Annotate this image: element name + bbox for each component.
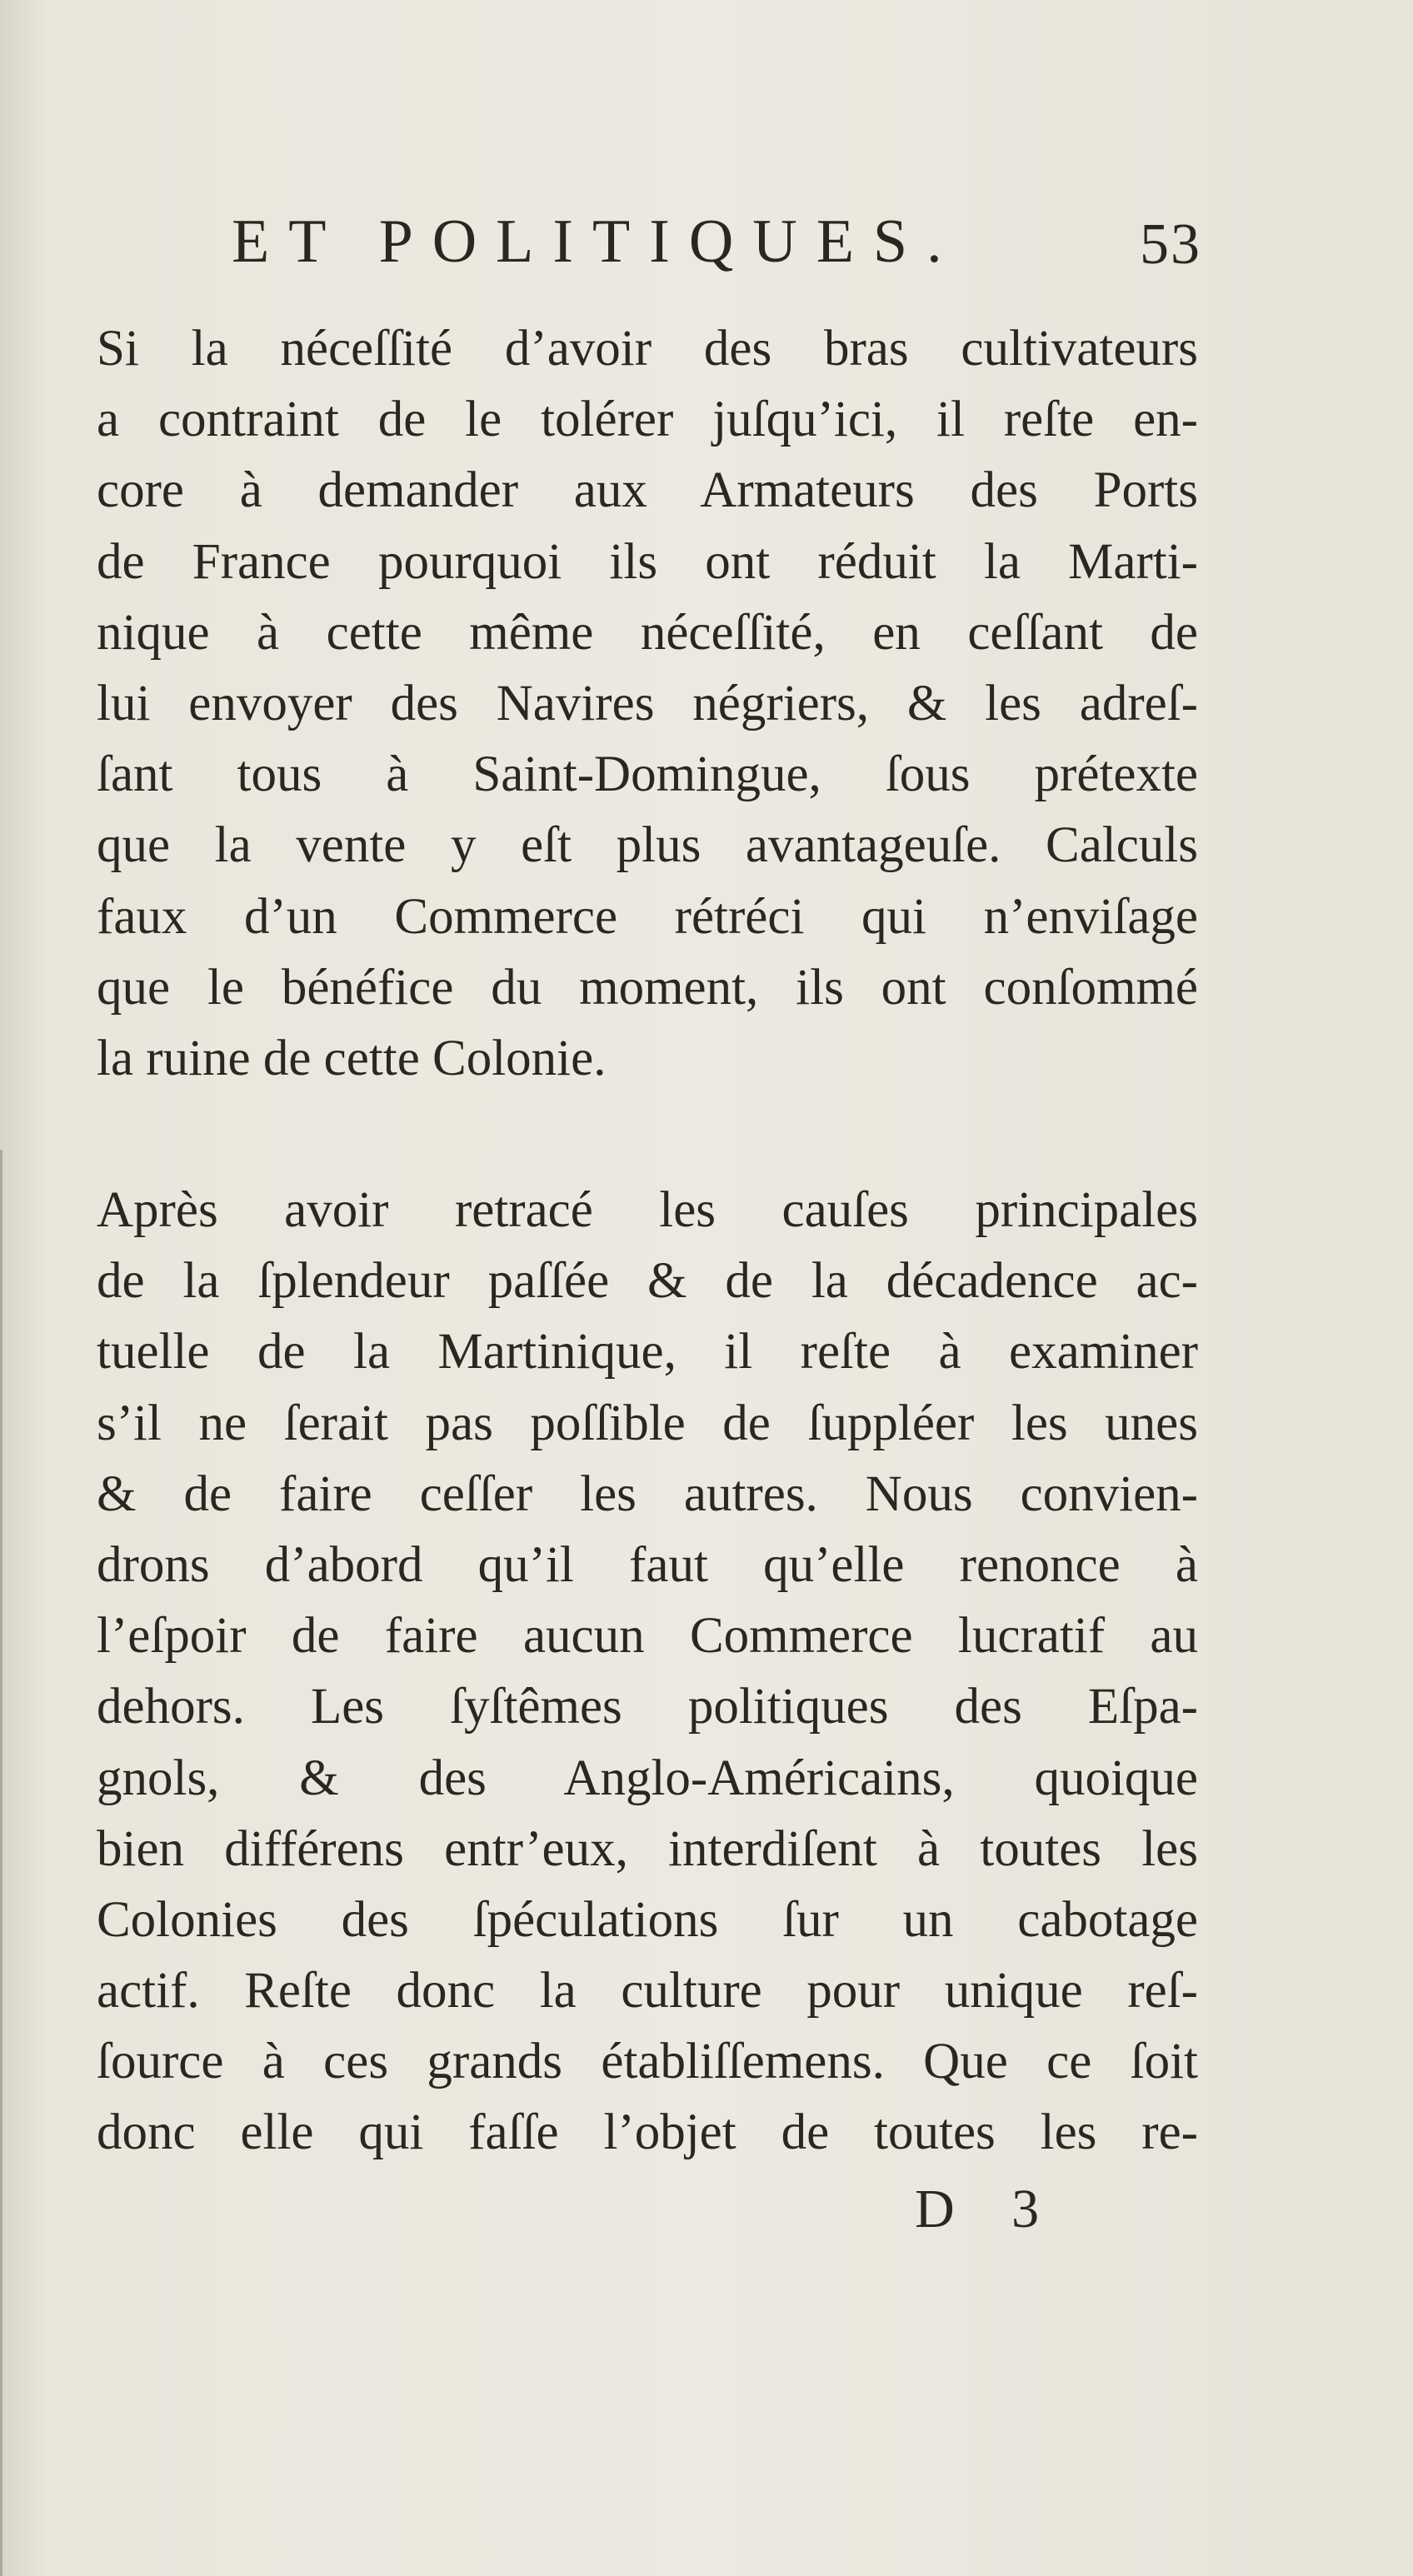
text-line: Après avoir retracé les cauſes principales bbox=[97, 1182, 1198, 1238]
paragraph-2 bbox=[97, 1175, 1198, 2169]
text-line: Si la néceſſité d’avoir des bras cultivateurs bbox=[97, 321, 1198, 377]
page-header bbox=[232, 207, 1215, 282]
text-line: lui envoyer des Navires négriers, & les adreſ- bbox=[97, 675, 1198, 731]
text-line: que la vente y eſt plus avantageuſe. Calculs bbox=[97, 817, 1198, 874]
text-line: & de faire ceſſer les autres. Nous convien- bbox=[97, 1465, 1198, 1522]
text-line: ſant tous à Saint-Domingue, ſous prétexte bbox=[97, 746, 1198, 803]
text-line: core à demander aux Armateurs des Ports bbox=[97, 462, 1198, 519]
text-line: bien différens entr’eux, interdiſent à toutes les bbox=[97, 1820, 1198, 1877]
text-line: de France pourquoi ils ont réduit la Marti- bbox=[97, 533, 1198, 590]
text-line: Colonies des ſpéculations ſur un cabotage bbox=[97, 1891, 1198, 1948]
text-line: actif. Reſte donc la culture pour unique reſ- bbox=[97, 1963, 1198, 2019]
text-line: donc elle qui faſſe l’objet de toutes les re- bbox=[97, 2104, 1198, 2161]
text-line: la ruine de cette Colonie. bbox=[97, 1030, 607, 1086]
text-line: de la ſplendeur paſſée & de la décadence ac- bbox=[97, 1253, 1198, 1310]
text-line: a contraint de le tolérer juſqu’ici, il reſte en- bbox=[97, 392, 1198, 448]
text-line: ſource à ces grands établiſſemens. Que ce ſoit bbox=[97, 2034, 1198, 2090]
text-line: faux d’un Commerce rétréci qui n’enviſage bbox=[97, 888, 1198, 945]
page-number: 53 bbox=[1140, 212, 1201, 277]
text-line: l’eſpoir de faire aucun Commerce lucratif au bbox=[97, 1608, 1198, 1665]
text-line: que le bénéfice du moment, ils ont conſommé bbox=[97, 959, 1198, 1016]
signature-mark: D 3 bbox=[915, 2179, 1061, 2239]
text-line: gnols, & des Anglo-Américains, quoique bbox=[97, 1750, 1198, 1806]
page-edge-shadow bbox=[0, 1150, 8, 2576]
running-title: ET POLITIQUES. bbox=[232, 207, 961, 276]
text-line: drons d’abord qu’il faut qu’elle renonce à bbox=[97, 1536, 1198, 1593]
paragraph-1 bbox=[97, 313, 1198, 1094]
text-line: dehors. Les ſyſtêmes politiques des Eſpa- bbox=[97, 1679, 1198, 1735]
text-line: s’il ne ſerait pas poſſible de ſuppléer les unes bbox=[97, 1395, 1198, 1451]
text-line: tuelle de la Martinique, il reſte à examiner bbox=[97, 1324, 1198, 1380]
text-line: nique à cette même néceſſité, en ceſſant de bbox=[97, 604, 1198, 661]
